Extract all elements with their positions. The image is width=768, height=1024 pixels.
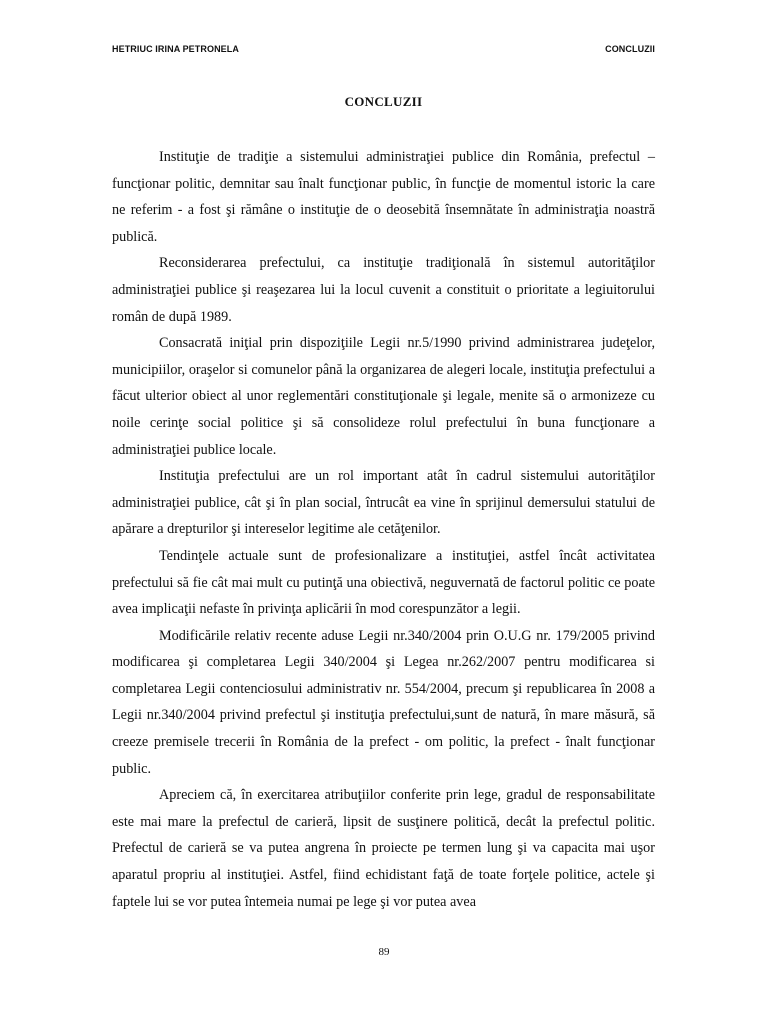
running-header bbox=[112, 44, 655, 58]
body-text bbox=[112, 144, 655, 915]
paragraph: Instituţia prefectului are un rol important atât în cadrul sistemului autorităţilor administraţiei publice, cât şi în plan social, întrucât ea vine în sprijinul demersului statului de apărare a drepturilor şi intereselor legitime ale cetăţenilor. bbox=[112, 468, 655, 538]
paragraph: Apreciem că, în exercitarea atribuţiilor conferite prin lege, gradul de responsabilitate este mai mare la prefectul de carieră, lipsit de susţinere politică, decât la prefectul politic. Prefectul de carieră se va putea angrena în proiecte pe termen lung şi va capacita mai uşor aparatul propriu al instituţiei. Astfel, fiind echidistant faţă de toate forţele politice, actele şi faptele lui se vor putea întemeia numai pe lege şi vor putea avea bbox=[112, 787, 655, 910]
chapter-title: CONCLUZII bbox=[344, 94, 423, 109]
header-author: HETRIUC IRINA PETRONELA bbox=[112, 44, 239, 54]
paragraph: Instituţie de tradiţie a sistemului administraţiei publice din România, prefectul – funcţionar politic, demnitar sau înalt funcţionar public, în funcţie de momentul istoric la care ne referim - a fost şi rămâne o instituţie de o deosebită însemnătate în administraţia noastră publică. bbox=[112, 149, 655, 245]
paragraph: Consacrată iniţial prin dispoziţiile Legii nr.5/1990 privind administrarea judeţelor, municipiilor, oraşelor si comunelor până la organizarea de alegeri locale, instituţia prefectului a făcut ulterior obiect al unor reglementări constituţionale şi legale, menite să o armonizeze cu noile cerinţe social politice şi să consolideze rolul prefectului în buna funcţionare a administraţiei publice locale. bbox=[112, 335, 655, 458]
paragraph: Reconsiderarea prefectului, ca instituţie tradiţională în sistemul autorităţilor administraţiei publice şi reaşezarea lui la locul cuvenit a constituit o prioritate a legiuitorului român de după 1989. bbox=[112, 255, 655, 325]
paragraph: Tendinţele actuale sunt de profesionalizare a instituţiei, astfel încât activitatea prefectului să fie cât mai mult cu putinţă una obiectivă, neguvernată de factorul politic ce poate avea implicaţii nefaste în privinţa aplicării în mod corespunzător a legii. bbox=[112, 547, 655, 618]
paragraph: Modificările relativ recente aduse Legii nr.340/2004 prin O.U.G nr. 179/2005 privind modificarea şi completarea Legii 340/2004 şi Legea nr.262/2007 pentru modificarea si completarea Legii contenciosului administrativ nr. 554/2004, precum şi republicarea în 2008 a Legii nr.340/2004 privind prefectul şi instituţia prefectului,sunt de natură, în mare măsură, să creeze premisele trecerii în România de la prefect - om politic, la prefect - înalt funcţionar public. bbox=[112, 627, 655, 777]
page-number: 89 bbox=[378, 946, 390, 958]
header-section-title: CONCLUZII bbox=[605, 44, 655, 54]
